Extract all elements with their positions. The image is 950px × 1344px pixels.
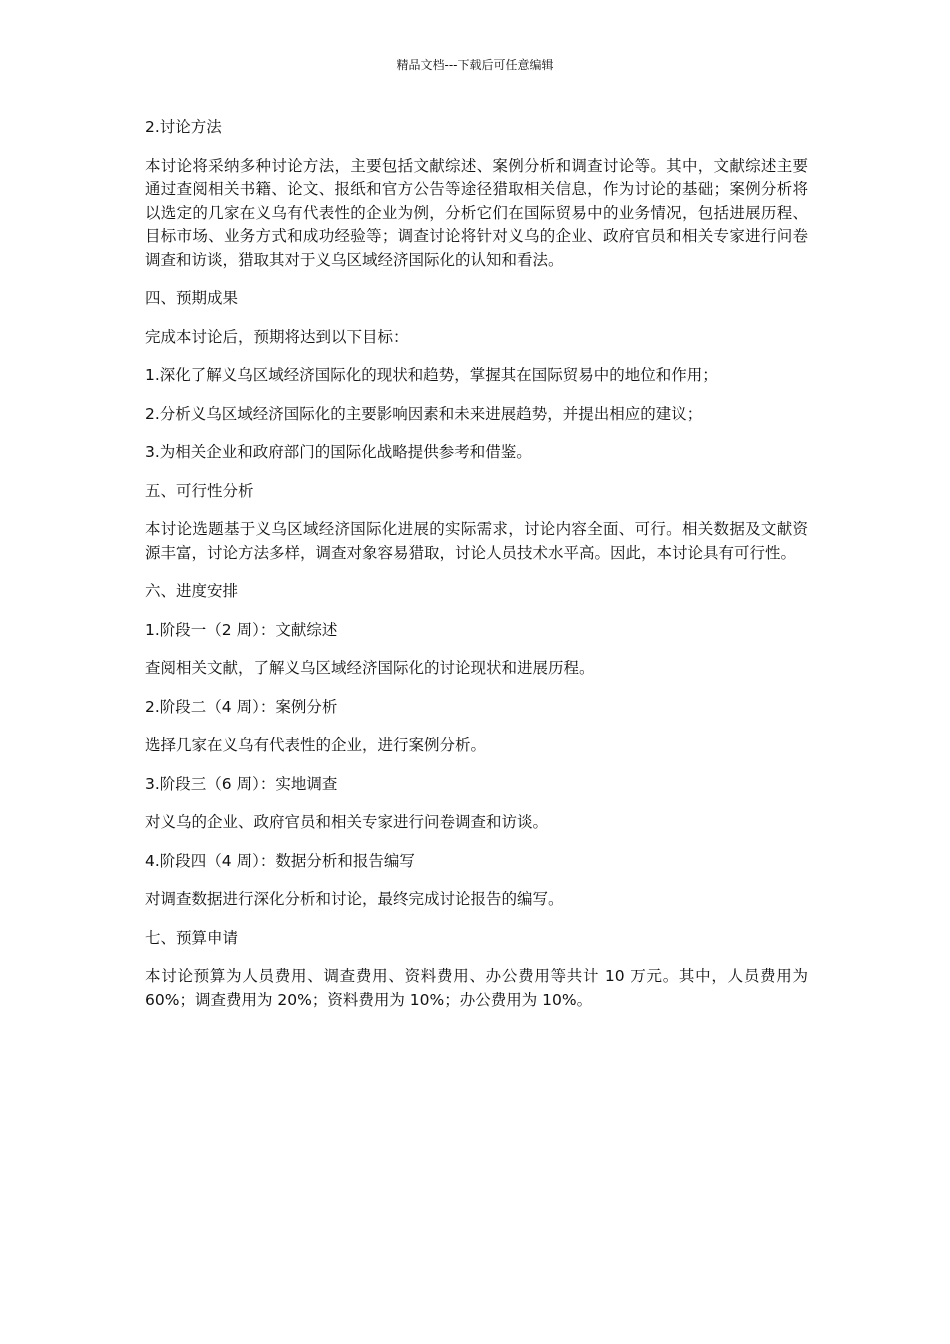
paragraph-feasibility: 本讨论选题基于义乌区域经济国际化进展的实际需求，讨论内容全面、可行。相关数据及文献资源丰富，讨论方法多样，调查对象容易猎取，讨论人员技术水平高。因此，本讨论具有可行性。: [145, 520, 808, 562]
section-heading-schedule: 六、进度安排: [145, 582, 239, 600]
section-heading-expected-results: 四、预期成果: [145, 289, 239, 307]
page-header: 精品文档---下载后可任意编辑: [396, 58, 554, 72]
schedule-stage-3: 3.阶段三（6 周）：实地调查: [145, 774, 338, 793]
list-item-goal-1: 1.深化了解义乌区域经济国际化的现状和趋势，掌握其在国际贸易中的地位和作用；: [145, 366, 718, 384]
schedule-stage-4-desc: 对调查数据进行深化分析和讨论，最终完成讨论报告的编写。: [145, 890, 564, 908]
section-heading-budget: 七、预算申请: [145, 928, 239, 947]
schedule-stage-1: 1.阶段一（2 周）：文献综述: [145, 620, 338, 639]
paragraph-methods: 本讨论将采纳多种讨论方法，主要包括文献综述、案例分析和调查讨论等。其中，文献综述主要通过查阅相关书籍、论文、报纸和官方公告等途径猎取相关信息，作为讨论的基础；案例分析将以选定的几家在义乌有代表性的企业为例，分析它们在国际贸易中的业务情况，包括进展历程、目标市场、业务方式和成功经验等；调查讨论将针对义乌的企业、政府官员和相关专家进行问卷调查和访谈，猎取其对于义乌区域经济国际化的认知和看法。: [145, 156, 808, 269]
list-item-goal-3: 3.为相关企业和政府部门的国际化战略提供参考和借鉴。: [145, 443, 532, 461]
schedule-stage-4: 4.阶段四（4 周）：数据分析和报告编写: [145, 851, 415, 870]
schedule-stage-3-desc: 对义乌的企业、政府官员和相关专家进行问卷调查和访谈。: [145, 813, 549, 831]
paragraph-expected-intro: 完成本讨论后，预期将达到以下目标：: [145, 327, 409, 346]
document-body: [145, 116, 808, 1027]
section-heading-methods: 2.讨论方法: [145, 118, 222, 136]
section-heading-feasibility: 五、可行性分析: [145, 481, 254, 500]
paragraph-budget: 本讨论预算为人员费用、调查费用、资料费用、办公费用等共计 10 万元。其中，人员费用为 60%；调查费用为 20%；资料费用为 10%；办公费用为 10%。: [145, 967, 808, 1009]
schedule-stage-1-desc: 查阅相关文献，了解义乌区域经济国际化的讨论现状和进展历程。: [145, 659, 595, 677]
list-item-goal-2: 2.分析义乌区域经济国际化的主要影响因素和未来进展趋势，并提出相应的建议；: [145, 404, 703, 423]
schedule-stage-2-desc: 选择几家在义乌有代表性的企业，进行案例分析。: [145, 736, 487, 754]
schedule-stage-2: 2.阶段二（4 周）：案例分析: [145, 697, 338, 716]
